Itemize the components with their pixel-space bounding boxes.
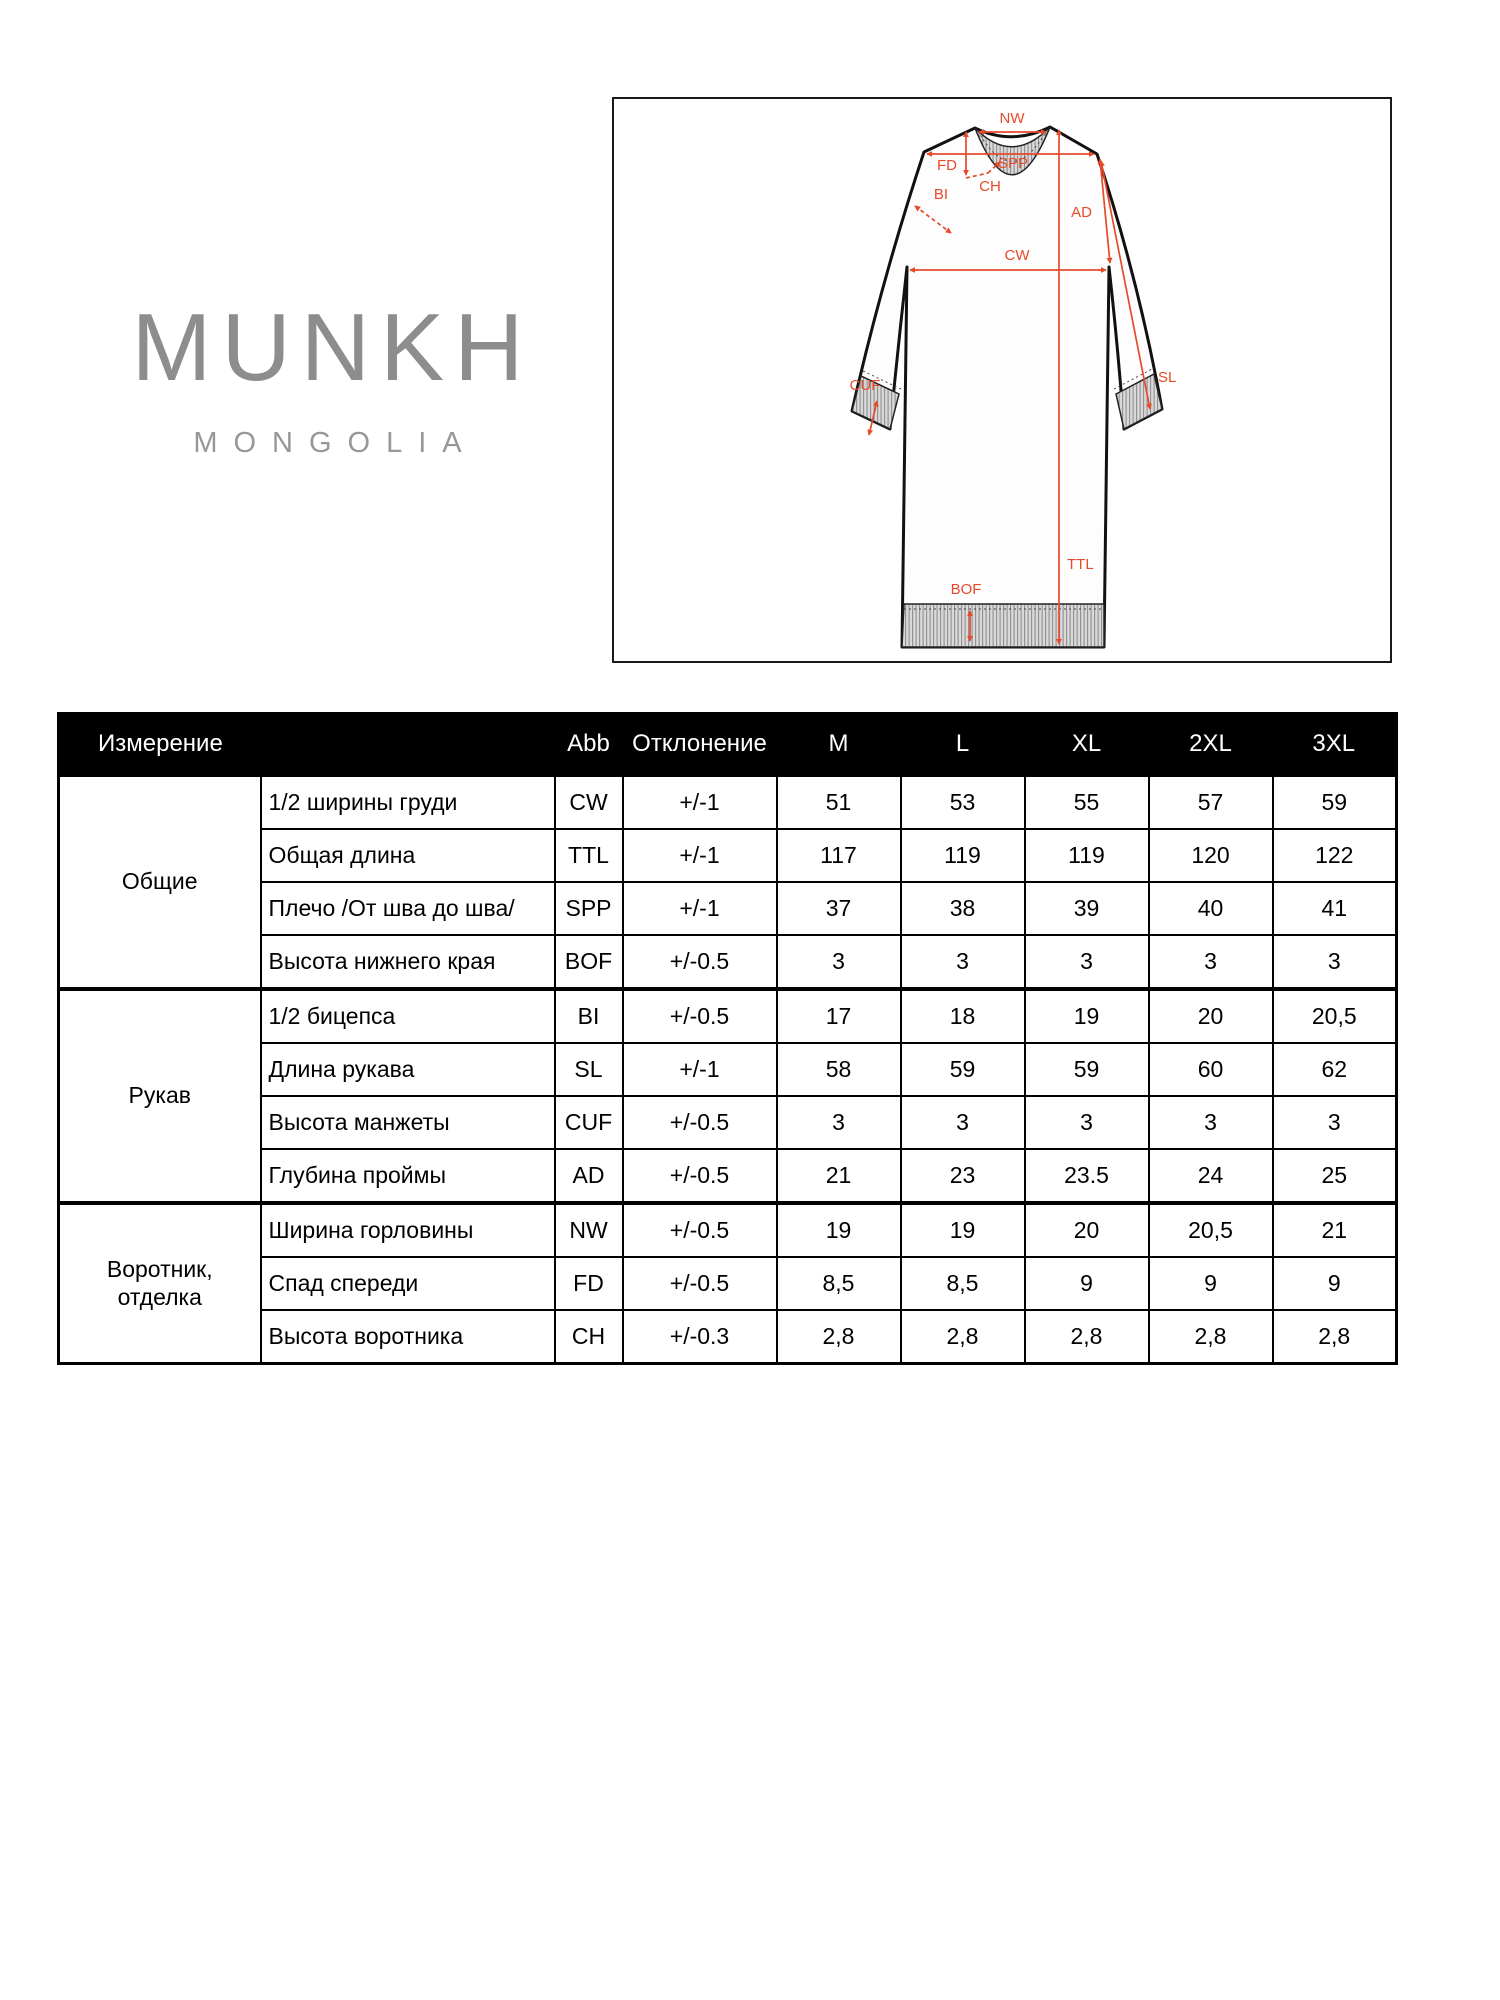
value-cell: 21 [1273,1203,1397,1257]
value-cell: 9 [1273,1257,1397,1310]
deviation-cell: +/-0.3 [623,1310,777,1364]
value-cell: 119 [901,829,1025,882]
value-cell: 2,8 [777,1310,901,1364]
value-cell: 40 [1149,882,1273,935]
fd-label: FD [937,157,957,174]
deviation-cell: +/-0.5 [623,935,777,989]
brand-name: MUNKH [131,294,534,401]
sl-label: SL [1158,369,1177,386]
abb-cell: SL [555,1043,623,1096]
deviation-cell: +/-0.5 [623,1149,777,1203]
value-cell: 2,8 [1273,1310,1397,1364]
table-row [59,775,1397,829]
value-cell: 19 [777,1203,901,1257]
value-cell: 20 [1149,989,1273,1043]
deviation-cell: +/-0.5 [623,1096,777,1149]
bi-label: BI [933,186,949,203]
deviation-cell: +/-0.5 [623,1203,777,1257]
value-cell: 117 [777,829,901,882]
deviation-cell: +/-0.5 [623,1257,777,1310]
value-cell: 59 [1273,775,1397,829]
size-table [57,712,1398,1365]
nw-label: NW [999,110,1025,127]
abb-cell: CW [555,775,623,829]
value-cell: 19 [901,1203,1025,1257]
abb-cell: SPP [555,882,623,935]
table-header-row [59,714,1397,776]
value-cell: 2,8 [1149,1310,1273,1364]
value-cell: 2,8 [1025,1310,1149,1364]
header-size-m: M [777,714,901,776]
value-cell: 53 [901,775,1025,829]
value-cell: 55 [1025,775,1149,829]
value-cell: 18 [901,989,1025,1043]
measurement-label: Высота воротника [261,1310,555,1364]
header-measurement: Измерение [59,714,555,776]
value-cell: 23.5 [1025,1149,1149,1203]
ttl-label: TTL [1067,556,1094,573]
abb-cell: TTL [555,829,623,882]
brand-subtitle: MONGOLIA [193,426,478,459]
value-cell: 3 [1149,935,1273,989]
table-row [59,1203,1397,1257]
value-cell: 9 [1149,1257,1273,1310]
value-cell: 59 [1025,1043,1149,1096]
value-cell: 57 [1149,775,1273,829]
header-deviation: Отклонение [623,714,777,776]
value-cell: 2,8 [901,1310,1025,1364]
group-cell: Рукав [59,989,261,1203]
header-size-l: L [901,714,1025,776]
value-cell: 51 [777,775,901,829]
abb-cell: BI [555,989,623,1043]
abb-cell: CH [555,1310,623,1364]
garment-diagram-frame [612,97,1392,663]
group-cell: Воротник, отделка [59,1203,261,1364]
value-cell: 3 [1025,1096,1149,1149]
abb-cell: FD [555,1257,623,1310]
value-cell: 20,5 [1149,1203,1273,1257]
value-cell: 62 [1273,1043,1397,1096]
garment-diagram [614,99,1390,661]
measurement-label: Плечо /От шва до шва/ [261,882,555,935]
value-cell: 9 [1025,1257,1149,1310]
value-cell: 120 [1149,829,1273,882]
brand-logo [100,295,555,460]
abb-cell: AD [555,1149,623,1203]
header-size-2xl: 2XL [1149,714,1273,776]
measurement-label: Ширина горловины [261,1203,555,1257]
garment-outline [849,127,1162,647]
spp-label: SPP [997,155,1029,172]
ad-label: AD [1071,204,1092,221]
cuf-label: CUF [849,377,881,394]
value-cell: 3 [901,1096,1025,1149]
measurement-label: Глубина проймы [261,1149,555,1203]
abb-cell: CUF [555,1096,623,1149]
group-cell: Общие [59,775,261,989]
bof-label: BOF [950,581,982,598]
value-cell: 17 [777,989,901,1043]
value-cell: 21 [777,1149,901,1203]
value-cell: 20,5 [1273,989,1397,1043]
value-cell: 37 [777,882,901,935]
measurement-label: Высота манжеты [261,1096,555,1149]
cw-label: CW [1004,247,1030,264]
deviation-cell: +/-1 [623,829,777,882]
deviation-cell: +/-0.5 [623,989,777,1043]
measurement-label: 1/2 ширины груди [261,775,555,829]
header-size-3xl: 3XL [1273,714,1397,776]
measurement-label: Общая длина [261,829,555,882]
value-cell: 19 [1025,989,1149,1043]
value-cell: 3 [901,935,1025,989]
value-cell: 122 [1273,829,1397,882]
value-cell: 58 [777,1043,901,1096]
abb-cell: NW [555,1203,623,1257]
value-cell: 25 [1273,1149,1397,1203]
value-cell: 59 [901,1043,1025,1096]
value-cell: 60 [1149,1043,1273,1096]
table-row [59,989,1397,1043]
deviation-cell: +/-1 [623,1043,777,1096]
value-cell: 8,5 [777,1257,901,1310]
measurement-label: Высота нижнего края [261,935,555,989]
value-cell: 3 [777,935,901,989]
value-cell: 38 [901,882,1025,935]
measurement-label: Спад спереди [261,1257,555,1310]
value-cell: 3 [1273,1096,1397,1149]
ch-label: CH [979,178,1001,195]
value-cell: 119 [1025,829,1149,882]
value-cell: 20 [1025,1203,1149,1257]
deviation-cell: +/-1 [623,775,777,829]
value-cell: 8,5 [901,1257,1025,1310]
measurement-label: 1/2 бицепса [261,989,555,1043]
deviation-cell: +/-1 [623,882,777,935]
measurement-label: Длина рукава [261,1043,555,1096]
hem-rib [902,604,1104,647]
value-cell: 3 [777,1096,901,1149]
abb-cell: BOF [555,935,623,989]
header-abb: Abb [555,714,623,776]
value-cell: 23 [901,1149,1025,1203]
value-cell: 39 [1025,882,1149,935]
value-cell: 24 [1149,1149,1273,1203]
header-size-xl: XL [1025,714,1149,776]
value-cell: 3 [1273,935,1397,989]
value-cell: 41 [1273,882,1397,935]
value-cell: 3 [1149,1096,1273,1149]
value-cell: 3 [1025,935,1149,989]
